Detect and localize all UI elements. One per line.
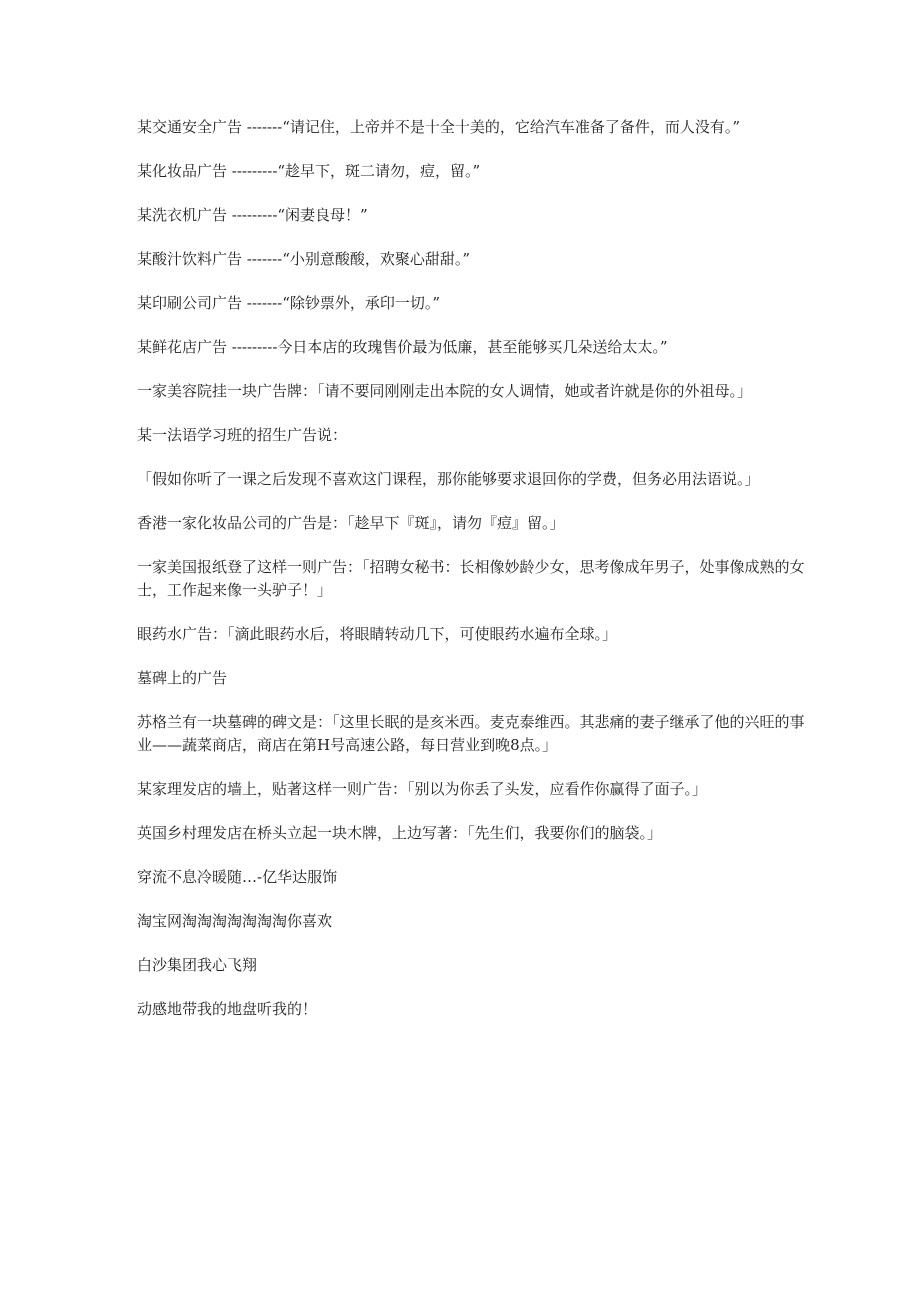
paragraph-baisha-slogan: 白沙集团我心飞翔 xyxy=(137,956,258,974)
document-body xyxy=(137,116,817,1042)
paragraph-hk-cosmetics-ad: 香港一家化妆品公司的广告是：「趁早下『斑』，请勿『痘』留。」 xyxy=(137,514,565,532)
paragraph-flower-shop-ad: 某鲜花店广告 ---------今日本店的玫瑰售价最为低廉，甚至能够买几朵送给太太。” xyxy=(137,338,668,356)
paragraph-eye-drops-ad: 眼药水广告：「滴此眼药水后，将眼睛转动几下，可使眼药水遍布全球。」 xyxy=(137,625,618,643)
paragraph-sour-juice-ad: 某酸汁饮料广告 -------“小别意酸酸，欢聚心甜甜。” xyxy=(137,250,471,268)
paragraph-cosmetics-ad: 某化妆品广告 ---------“趁早下，斑二请勿，痘，留。” xyxy=(137,162,481,180)
paragraph-french-class-ad: 「假如你听了一课之后发现不喜欢这门课程，那你能够要求退回你的学费，但务必用法语说。」 xyxy=(137,470,760,488)
paragraph-barber-wall-ad: 某家理发店的墙上，贴著这样一则广告：「别以为你丢了头发，应看作你赢得了面子。」 xyxy=(137,780,708,798)
paragraph-taobao-slogan: 淘宝网淘淘淘淘淘淘淘你喜欢 xyxy=(137,912,333,930)
paragraph-yihuada-slogan: 穿流不息冷暖随…-亿华达服饰 xyxy=(137,868,338,886)
paragraph-beauty-salon-ad: 一家美容院挂一块广告牌：「请不要同刚刚走出本院的女人调情，她或者许就是你的外祖母。」 xyxy=(137,382,753,400)
paragraph-mzone-slogan: 动感地带我的地盘听我的！ xyxy=(137,1000,318,1018)
paragraph-printing-company-ad: 某印刷公司广告 -------“除钞票外，承印一切。” xyxy=(137,294,441,312)
paragraph-french-class-intro: 某一法语学习班的招生广告说： xyxy=(137,426,348,444)
paragraph-tombstone-heading: 墓碑上的广告 xyxy=(137,669,228,687)
paragraph-washing-machine-ad: 某洗衣机广告 ---------“闲妻良母！” xyxy=(137,206,368,224)
paragraph-traffic-safety-ad: 某交通安全广告 -------“请记住，上帝并不是十全十美的，它给汽车准备了备件，而人没有。” xyxy=(137,118,741,136)
paragraph-scotland-tombstone: 苏格兰有一块墓碑的碑文是：「这里长眠的是亥米西。麦克泰维西。其悲痛的妻子继承了他的兴旺的事业——蔬菜商店，商店在第H号高速公路，每日营业到晚8点。」 xyxy=(137,713,805,754)
paragraph-us-newspaper-ad: 一家美国报纸登了这样一则广告：「招聘女秘书：长相像妙龄少女，思考像成年男子，处事像成熟的女士，工作起来像一头驴子！」 xyxy=(137,558,805,599)
paragraph-english-barber-ad: 英国乡村理发店在桥头立起一块木牌，上边写著：「先生们，我要你们的脑袋。」 xyxy=(137,824,663,842)
